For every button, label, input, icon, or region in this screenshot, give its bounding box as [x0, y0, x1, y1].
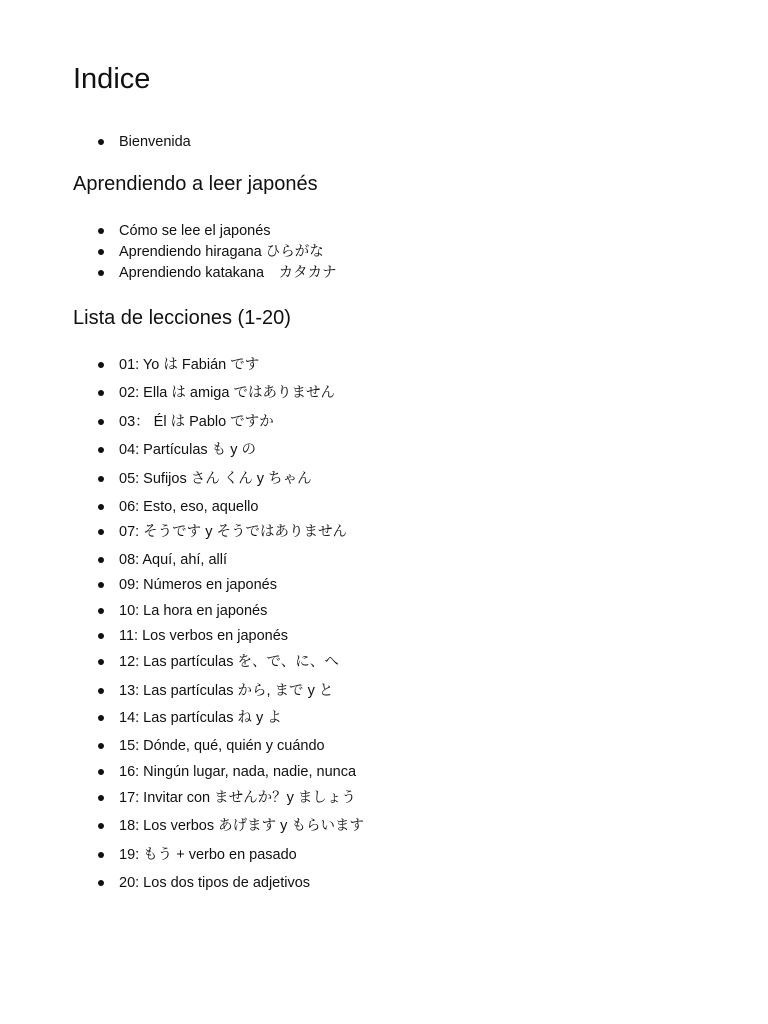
- list-item-text: 18: Los verbos あげます y もらいます: [119, 818, 364, 834]
- list-item: [119, 355, 259, 375]
- list-item: [119, 736, 325, 756]
- list-item: [119, 845, 297, 865]
- list-item: [119, 440, 256, 460]
- list-item-text: Bienvenida: [119, 134, 191, 150]
- bullet-dot: [98, 228, 104, 234]
- list-item: [119, 681, 333, 701]
- list-item-text: 06: Esto, eso, aquello: [119, 499, 259, 515]
- list-item-text: 07: そうです y そうではありません: [119, 524, 347, 540]
- list-item: [119, 626, 288, 646]
- list-item: [119, 132, 191, 152]
- bullet-dot: [98, 476, 104, 482]
- list-item: [119, 601, 267, 621]
- list-item: [119, 873, 310, 893]
- list-item: [119, 816, 364, 836]
- list-item-text: Aprendiendo katakana カタカナ: [119, 265, 337, 281]
- bullet-dot: [98, 529, 104, 535]
- list-item-text: 15: Dónde, qué, quién y cuándo: [119, 738, 325, 754]
- list-item: [119, 575, 277, 595]
- list-item-text: 14: Las partículas ね y よ: [119, 710, 282, 726]
- list-item-text: 20: Los dos tipos de adjetivos: [119, 875, 311, 891]
- list-item-text: 08: Aquí, ahí, allí: [119, 552, 228, 568]
- page-title: Indice: [73, 63, 151, 95]
- section-heading: Aprendiendo a leer japonés: [73, 173, 318, 195]
- list-item: [119, 221, 271, 241]
- bullet-dot: [98, 823, 104, 829]
- bullet-dot: [98, 659, 104, 665]
- list-item: [119, 242, 324, 262]
- bullet-dot: [98, 880, 104, 886]
- list-item: [119, 469, 312, 489]
- bullet-dot: [98, 633, 104, 639]
- list-item: [119, 412, 274, 432]
- bullet-dot: [98, 582, 104, 588]
- bullet-dot: [98, 852, 104, 858]
- list-item: [119, 652, 339, 672]
- bullet-dot: [98, 795, 104, 801]
- list-item-text: 03： Él は Pablo ですか: [119, 414, 274, 430]
- list-item-text: Cómo se lee el japonés: [119, 223, 271, 239]
- section-heading: Lista de lecciones (1-20): [73, 307, 291, 329]
- list-item: [119, 383, 335, 403]
- list-item: [119, 788, 356, 808]
- list-item-text: 17: Invitar con ませんか？y ましょう: [119, 790, 356, 806]
- bullet-dot: [98, 743, 104, 749]
- list-item: [119, 263, 337, 283]
- bullet-dot: [98, 139, 104, 145]
- list-item-text: 13: Las partículas から, まで y と: [119, 683, 334, 699]
- bullet-dot: [98, 769, 104, 775]
- bullet-dot: [98, 362, 104, 368]
- list-item: [119, 762, 356, 782]
- list-item: [119, 708, 282, 728]
- list-item-text: 02: Ella は amiga ではありません: [119, 385, 335, 401]
- list-item: [119, 550, 227, 570]
- bullet-dot: [98, 688, 104, 694]
- bullet-dot: [98, 447, 104, 453]
- list-item-text: 09: Números en japonés: [119, 577, 277, 593]
- bullet-dot: [98, 557, 104, 563]
- list-item-text: 12: Las partículas を、で、に、へ: [119, 654, 339, 670]
- bullet-dot: [98, 419, 104, 425]
- list-item-text: 16: Ningún lugar, nada, nadie, nunca: [119, 764, 357, 780]
- list-item: [119, 497, 258, 517]
- list-item: [119, 522, 347, 542]
- list-item-text: 10: La hora en japonés: [119, 603, 268, 619]
- bullet-dot: [98, 249, 104, 255]
- bullet-dot: [98, 390, 104, 396]
- list-item-text: 01: Yo は Fabián です: [119, 357, 260, 373]
- list-item-text: 04: Partículas も y の: [119, 442, 256, 458]
- list-item-text: 05: Sufijos さん くん y ちゃん: [119, 471, 312, 487]
- bullet-dot: [98, 504, 104, 510]
- bullet-dot: [98, 270, 104, 276]
- bullet-dot: [98, 715, 104, 721]
- list-item-text: 19: もう + verbo en pasado: [119, 847, 297, 863]
- bullet-dot: [98, 608, 104, 614]
- list-item-text: Aprendiendo hiragana ひらがな: [119, 244, 324, 260]
- list-item-text: 11: Los verbos en japonés: [119, 628, 289, 644]
